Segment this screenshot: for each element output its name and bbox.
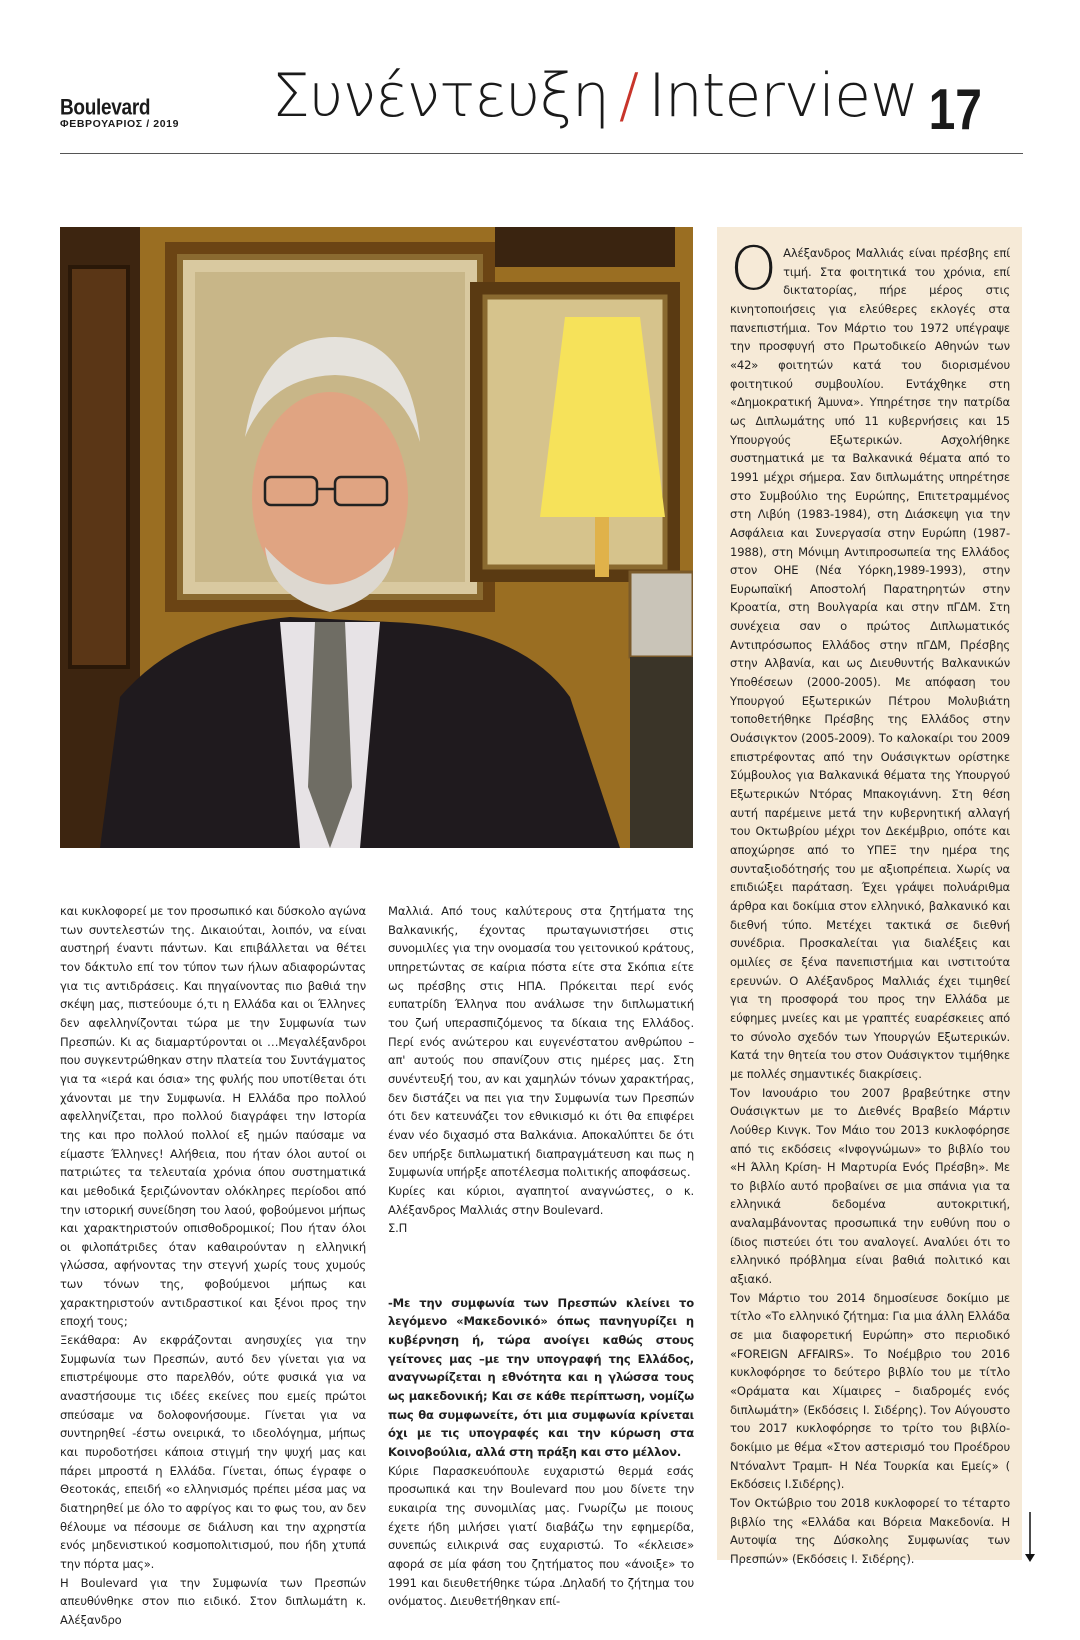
dropcap: Ο xyxy=(730,234,778,304)
section-title-slash: / xyxy=(618,61,639,131)
header-divider xyxy=(60,153,1023,154)
bio-sidebar-text xyxy=(730,234,1010,1569)
section-title-english: Interview xyxy=(648,61,919,131)
section-title xyxy=(272,61,919,131)
portrait-illustration xyxy=(60,227,693,848)
bio-paragraph: Τον Μάρτιο του 2014 δημοσίευσε δοκίμιο με τίτλο «Το ελληνικό ζήτημα: Για μια άλλη Ελλάδα σε μια διαφορετική Ευρώπη» στο περιοδικό «FOREIGN AFFAIRS». Το Νοέμβριο του 2016 κυκλοφόρησε το δεύτερο βιβλίο του με τίτλο «Οράματα και Χίμαιρες – διαδρομές ενός διπλωμάτη» (Εκδόσεις Ι. Σιδέρης). Τον Αύγουστο του 2017 κυκλοφόρησε το τρίτο του βιβλίο-δοκίμιο με θέμα «Στον αστερισμό του Προέδρου Ντόναλντ Τραμπ- Η Νέα Τουρκία και Εμείς» ( Εκδόσεις Ι.Σιδέρης). xyxy=(730,1290,1010,1492)
bio-paragraph: Αλέξανδρος Μαλλιάς είναι πρέσβης επί τιμή. Στα φοιτητικά του χρόνια, επί δικτατορίας, πήρε μέρος στις κινητοποιήσεις για ελεύθερες εκλογές στα πανεπιστήμια. Τον Μάρτιο του 1972 υπέγραψε την προσφυγή στο Πρωτοδικείο Αθηνών των «42» φοιτητών κατά του διορισμένου φοιτητικού συμβουλίου. Εντάχθηκε στη «Δημοκρατική Άμυνα». Υπηρέτησε την πατρίδα ως Διπλωμάτης υπό 11 κυβερνήσεις και 15 Υπουργούς Εξωτερικών. Ασχολήθηκε συστηματικά με τα Βαλκανικά θέματα από το 1991 μέχρι σήμερα. Σαν διπλωμάτης υπηρέτησε στο Συμβούλιο της Ευρώπης, Επιτετραμμένος στη Λιβύη (1983-1984), στη Διάσκεψη για την Ασφάλεια και Συνεργασία στην Ευρώπη (1987-1988), στη Μόνιμη Αντιπροσωπεία της Ελλάδος στον ΟΗΕ (Νέα Υόρκη,1989-1993), στην Ευρωπαϊκή Αποστολή Παρατηρητών στην Κροατία, στη Βουλγαρία και στην πΓΔΜ. Στη συνέχεια σαν ο πρώτος Διπλωματικός Αντιπρόσωπος Ελλάδος στην πΓΔΜ, Πρέσβης στην Αλβανία, και ως Διευθυντής Βαλκανικών Υποθέσεων (2000-2005). Με απόφαση του Υπουργού Εξωτερικών Πέτρου Μολυβιάτη τοποθετήθηκε Πρέσβης της Ελλάδος στην Ουάσιγκτον (2005-2009). Το καλοκαίρι του 2009 επιστρέφοντας από την Ουάσιγκτων ορίστηκε Σύμβουλος για Βαλκανικά θέματα της Υπουργού Εξωτερικών Ντόρας Μπακογιάννη. Στη θέση αυτή παρέμεινε μετά την κυβερνητική αλλαγή του Οκτωβρίου μέχρι τον Δεκέμβριο, οπότε και αποχώρησε από το ΥΠΕΞ την ημέρα της συνταξιοδότησής του με αξιοπρέπεια. Χωρίς να επιδιώξει παράταση. Έχει γράψει πολυάριθμα άρθρα και δοκίμια στον ελληνικό, βαλκανικό και διεθνή τύπο. Μετέχει τακτικά σε διεθνή συνέδρια. Προσκαλείται για διαλέξεις και ομιλίες σε ξένα πανεπιστήμια και ινστιτούτα ερευνών. Ο Αλέξανδρος Μαλλιάς έχει τιμηθεί για τη προσφορά του προς την Ελλάδα με εύφημες μνείες και με γραπτές ευαρέσκειες από το σύνολο σχεδόν των Υπουργών Εξωτερικών. Κατά την θητεία του στον Ουάσιγκτον τιμήθηκε με πολλές σημαντικές διακρίσεις. xyxy=(730,246,1010,1081)
continue-arrow-icon xyxy=(1020,1512,1040,1562)
article-paragraph: και κυκλοφορεί με τον προσωπικό και δύσκολο αγώνα των συντελεστών της. Δικαιούται, λοιπόν, να είναι αυστηρή έναντι πάντων. Και επιβάλλεται να θέτει τον δάκτυλο επί τον τύπον των ήλων αδιαφορώντας για τις αντιδράσεις. Και πηγαίνοντας πιο βαθιά την σκέψη μας, πιστεύουμε ό,τι η Ελλάδα και οι Έλληνες δεν αφελληνίζονται τώρα με την Συμφωνία των Πρεσπών. Κι ας διαμαρτύρονται οι …Μεγαλέξανδροι που συγκεντρώθηκαν στην πλατεία του Συντάγματος για τα «ιερά και όσια» της φυλής που υποτίθεται ότι χάνονται με την Συμφωνία. Η Ελλάδα προ πολλού αφελληνίζεται, προ πολλού διαγράφει την Ιστορία της και προ πολλού πολλοί εξ ημών παύσαμε να είμαστε Έλληνες! Αλήθεια, που ήταν όλοι αυτοί οι πατριώτες τα τελευταία χρόνια όπου συστηματικά και μεθοδικά ξεριζώνονταν ολόκληρες περίοδοι από την ιστορική συνείδηση του λαού, φοβούμενοι μήπως και χαρακτηριστούν οπισθοδρομικοί; Που ήταν όλοι οι φιλοπάτριδες όταν καθαιρούνταν η ελληνική γλώσσα, αφήνοντας την στεγνή χωρίς τους χυμούς των τόνων της, φοβούμενοι μήπως και χαρακτηριστούν αντιδραστικοί και ξένοι προς την εποχή τους; xyxy=(60,904,366,1329)
author-initials: Σ.Π xyxy=(388,1221,408,1236)
page-number: 17 xyxy=(928,78,982,142)
issue-date: ΦΕΒΡΟΥΑΡΙΟΣ / 2019 xyxy=(60,118,180,130)
column-spacer xyxy=(388,1238,694,1294)
article-column-middle xyxy=(388,902,694,1611)
article-paragraph: Μαλλιά. Από τους καλύτερους στα ζητήματα της Βαλκανικής, έχοντας πρωταγωνιστήσει στις συνομιλίες για την ονομασία του γειτονικού κράτους, υπηρετώντας σε καίρια πόστα είτε στα Σκόπια είτε ως πρέσβης στις ΗΠΑ. Πρόκειται περί ενός ευπατρίδη Έλληνα που ανάλωσε την διπλωματική του ζωή υπερασπιζόμενος τα δίκαια της Ελλάδος. Περί ενός ανώτερου και ευγενέστατου ανθρώπου –απ' αυτούς που σπανίζουν στις ημέρες μας. Στη συνέντευξή του, αν και χαμηλών τόνων χαρακτήρας, δεν διστάζει να πει για την Συμφωνία των Πρεσπών ότι δεν κατευνάζει τον εθνικισμό κι ότι θα επιφέρει έναν νέο διχασμό στα Βαλκάνια. Αποκαλύπτει δε ότι δεν υπήρξε διπλωματική διαπραγμάτευση και πως η Συμφωνία υπήρξε αποτέλεσμα πολιτικής αποφάσεως. xyxy=(388,904,694,1180)
bio-paragraph: Τον Ιανουάριο του 2007 βραβεύτηκε στην Ουάσιγκτων με το Διεθνές Βραβείο Μάρτιν Λούθερ Κινγκ. Τον Μάιο του 2013 κυκλοφόρησε από τις εκδόσεις «Ινφογνώμων» το βιβλίο του «Η Άλλη Κρίση- Η Μαρτυρία Ενός Πρέσβη». Με το βιβλίο αυτό προβαίνει σε μια σπάνια για τα ελληνικά δεδομένα αυτοκριτική, αναλαμβάνοντας προσωπικά την ευθύνη που ο ίδιος πιστεύει ότι του αναλογεί. Αναλύει ότι το ελληνικό πρόβλημα είναι βαθιά πολιτικό και αξιακό. xyxy=(730,1085,1010,1287)
interview-photo xyxy=(60,227,693,848)
article-paragraph: Η Boulevard για την Συμφωνία των Πρεσπών απευθύνθηκε στον πιο ειδικό. Στον διπλωμάτη κ. Αλέξανδρο xyxy=(60,1575,366,1627)
article-column-left xyxy=(60,902,366,1630)
bio-paragraph: Τον Οκτώβριο του 2018 κυκλοφορεί το τέταρτο βιβλίο της «Ελλάδα και Βόρεια Μακεδονία. Η Αυτοψία της Δύσκολης Συμφωνίας των Πρεσπών» (Εκδόσεις Ι. Σιδέρης). xyxy=(730,1495,1010,1566)
interview-question: -Με την συμφωνία των Πρεσπών κλείνει το λεγόμενο «Μακεδονικό» όπως πανηγυρίζει η κυβέρνηση ή, τώρα ανοίγει καθώς στους γείτονες μας –με την υπογραφή της Ελλάδος, αναγνωρίζεται η εθνότητα και η γλώσσα τους ως μακεδονική; Και σε κάθε περίπτωση, νομίζω πως θα συμφωνείτε, ότι μια συμφωνία κρίνεται όχι με τις υπογραφές και την κύρωση στα Κοινοβούλια, αλλά στη πράξη και στο μέλλον. xyxy=(388,1295,694,1460)
article-paragraph: Κυρίες και κύριοι, αγαπητοί αναγνώστες, ο κ. Αλέξανδρος Μαλλιάς στην Boulevard. xyxy=(388,1183,694,1217)
interview-answer: Κύριε Παρασκευόπουλε ευχαριστώ θερμά εσάς προσωπικά και την Boulevard που μου δίνετε την ευκαιρία της συνομιλίας μας. Γνωρίζω με ποιους έχετε ήδη μιλήσει γιατί διαβάζω την εφημερίδα, συνεπώς ειλικρινά σας ευχαριστώ. Το «έκλεισε» αφορά σε μία φάση του ζητήματος που «άνοιξε» το 1991 και διευθετήθηκε τώρα .Δηλαδή το ζήτημα του ονόματος. Διευθετήθηκαν επί- xyxy=(388,1463,694,1609)
article-paragraph: Ξεκάθαρα: Αν εκφράζονται ανησυχίες για την Συμφωνία των Πρεσπών, αυτό δεν γίνεται για να επιστρέψουμε στο παρελθόν, ούτε φυσικά για να αναστήσουμε τις ιδέες εκείνες που εμείς πρώτοι σπεύσαμε να δολοφονήσουμε. Γίνεται για να συντηρηθεί -έστω ονειρικά, το ιδεολόγημα, μήπως και πυροδοτήσει κάποια στιγμή την ψυχή μας και πάρει μπροστά η Ελλάδα. Γίνεται, όπως έγραφε ο Θεοτοκάς, επειδή «ο ελληνισμός πρέπει μέσα μας να διατηρηθεί με όλο το αφρίγος και το φως του, αν δεν θέλουμε να πέσουμε σε διάλυση και την αχρηστία ενός μηδενιστικού κοσμοπολιτισμού, που ήδη χτυπά την πόρτα μας». xyxy=(60,1333,366,1571)
section-title-greek: Συνέντευξη xyxy=(272,61,609,131)
brand-logo: Boulevard xyxy=(60,95,151,120)
